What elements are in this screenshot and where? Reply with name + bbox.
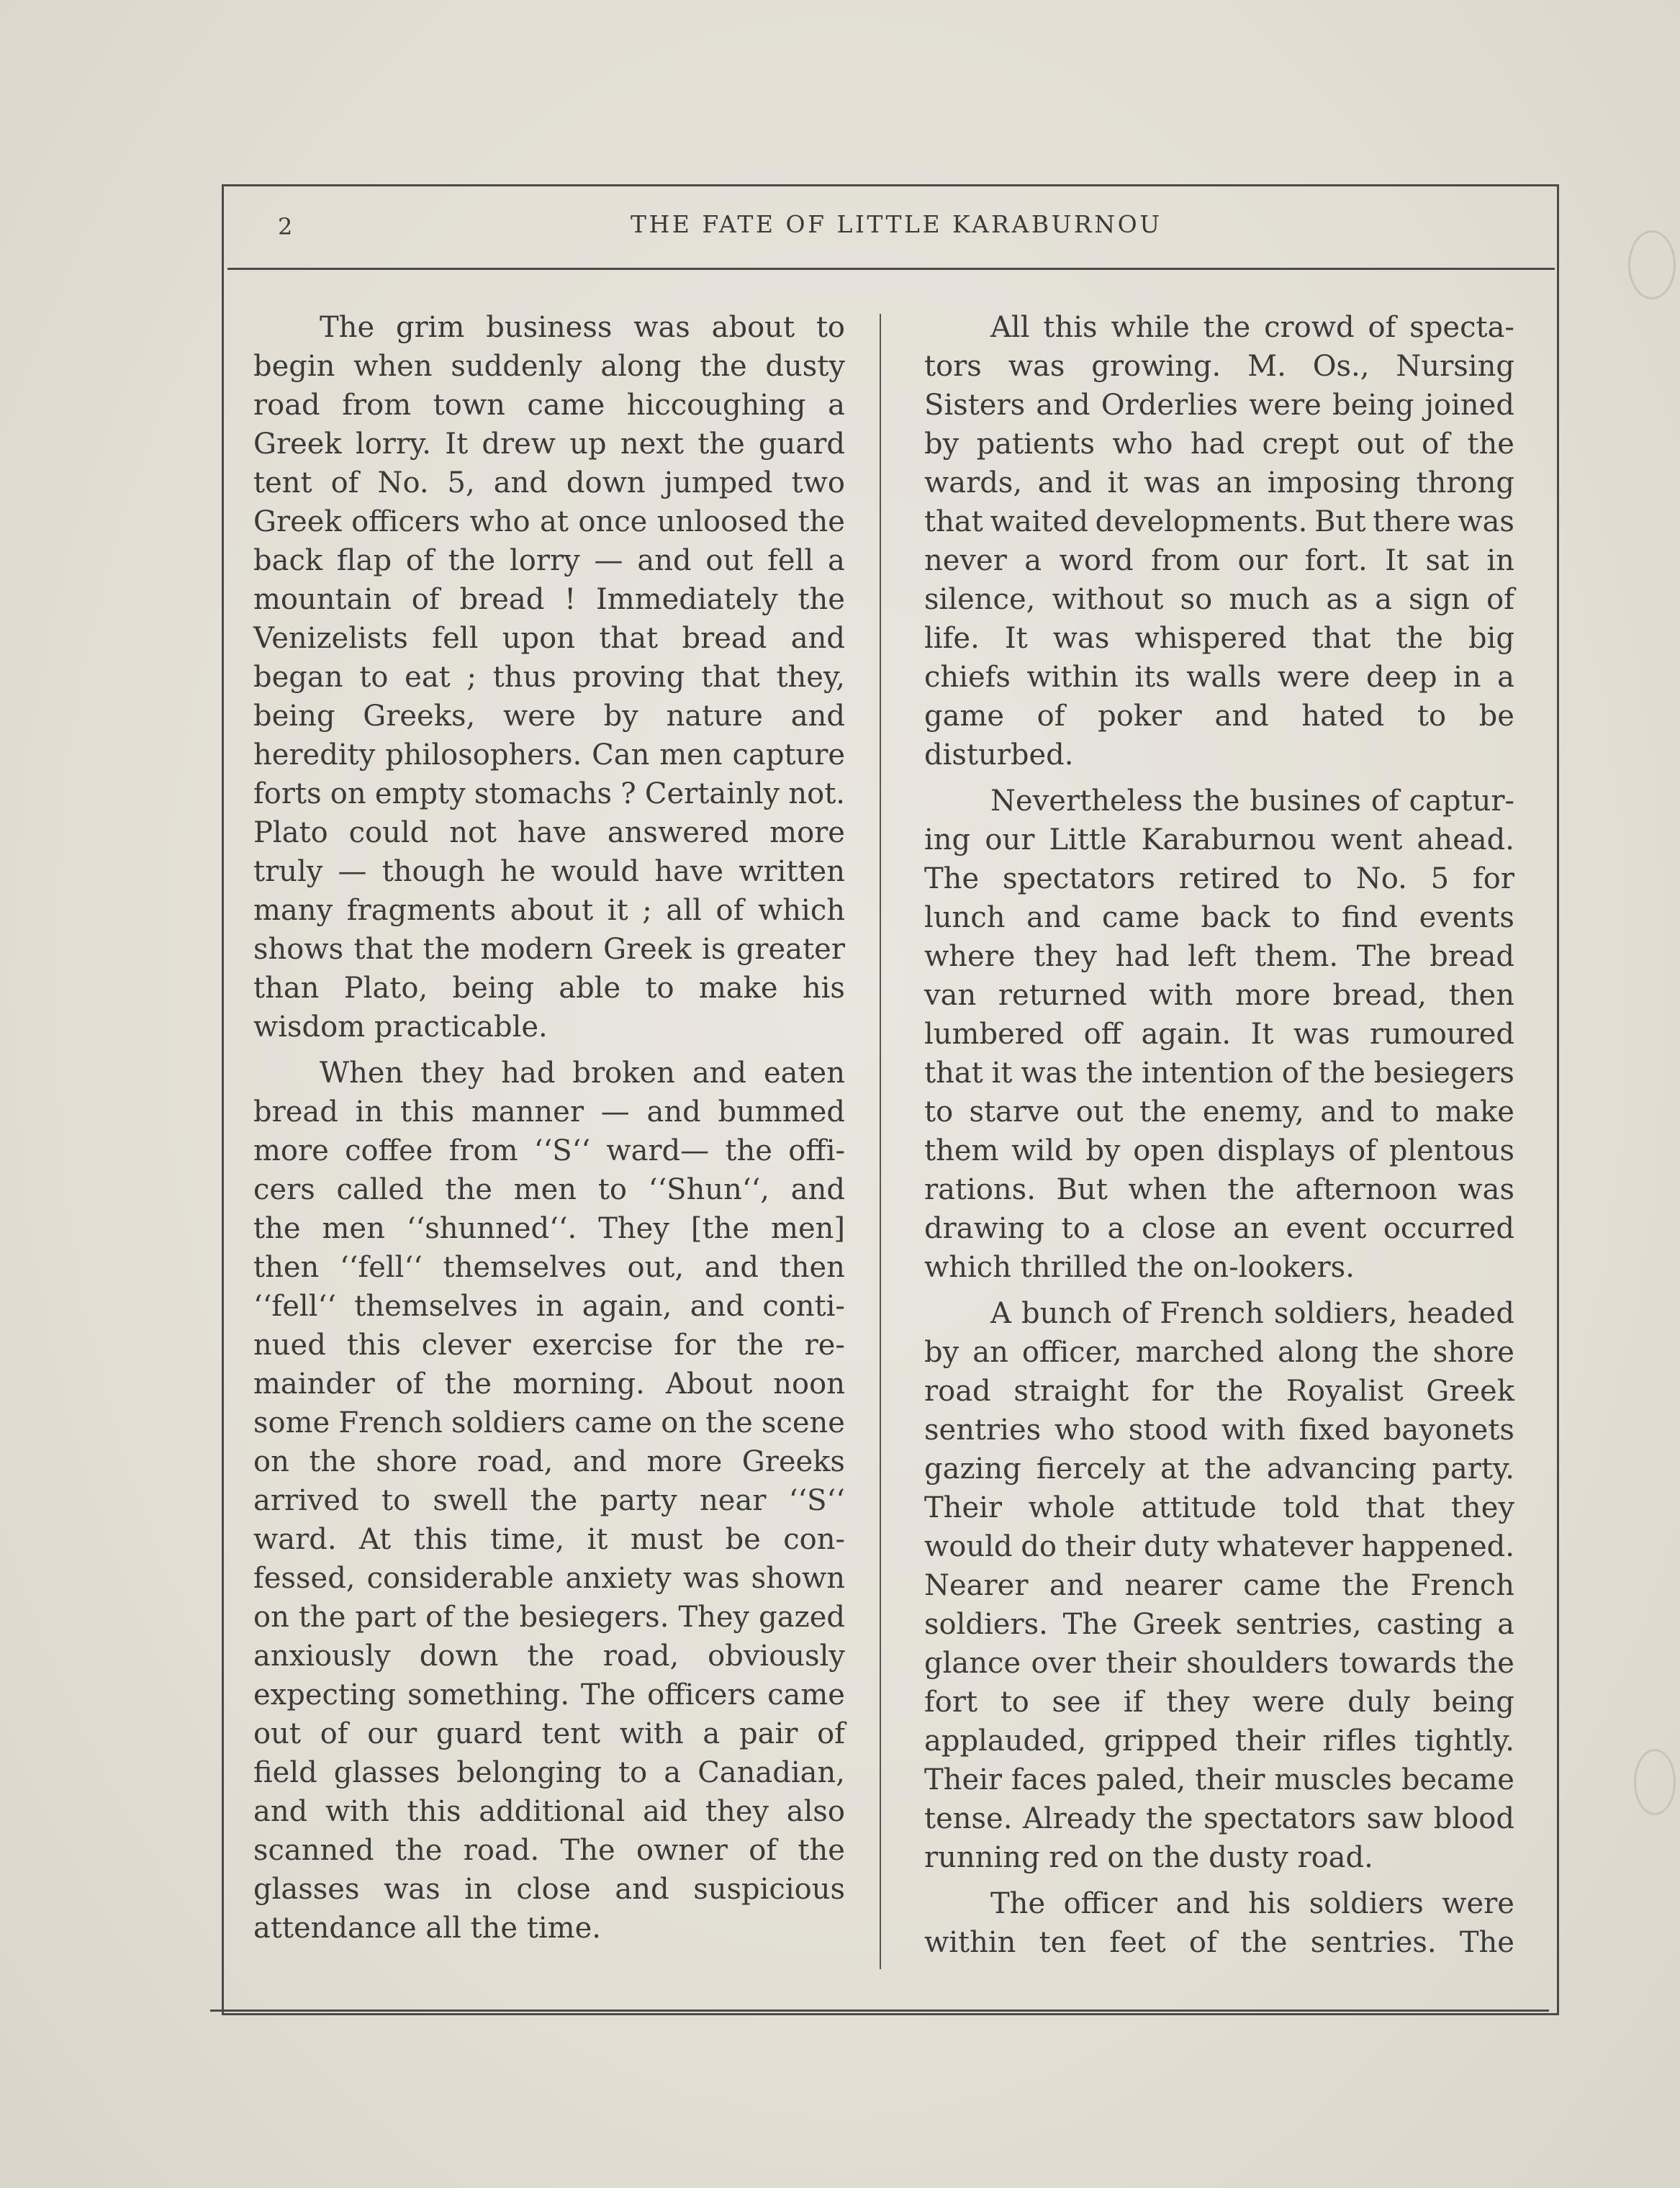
text-line: silence, without so much as a sign of (924, 583, 1514, 616)
paragraph (253, 308, 845, 1046)
text-line: forts on empty stomachs ? Certainly not. (253, 777, 845, 810)
text-line: Their whole attitude told that they (924, 1491, 1514, 1524)
text-line: than Plato, being able to make his (253, 972, 845, 1005)
paragraph (924, 1884, 1514, 1962)
text-line: wards, and it was an imposing throng (924, 466, 1514, 499)
text-line: and with this additional aid they also (253, 1795, 845, 1828)
text-line: by patients who had crept out of the (924, 428, 1514, 461)
text-line: truly — though he would have written (253, 855, 845, 888)
text-line: lumbered off again. It was rumoured (924, 1018, 1514, 1051)
text-line: begin when suddenly along the dusty (253, 350, 845, 383)
text-line: which thrilled the on-lookers. (924, 1251, 1355, 1284)
running-head: THE FATE OF LITTLE KARABURNOU (631, 210, 1162, 238)
text-line: more coffee from ‘‘S‘‘ ward— the offi- (253, 1134, 845, 1167)
paragraph-gap (253, 1046, 845, 1054)
text-line: nued this clever exercise for the re- (253, 1329, 845, 1362)
text-line: on the shore road, and more Greeks (253, 1445, 845, 1478)
text-line: arrived to swell the party near ‘‘S‘‘ (253, 1484, 845, 1517)
text-line: out of our guard tent with a pair of (253, 1717, 845, 1750)
text-line: running red on the dusty road. (924, 1841, 1373, 1874)
text-line: applauded, gripped their rifles tightly. (924, 1724, 1514, 1758)
text-line: All this while the crowd of specta- (990, 311, 1514, 344)
text-line: attendance all the time. (253, 1912, 601, 1945)
text-line: by an officer, marched along the shore (924, 1336, 1514, 1369)
text-line: van returned with more bread, then (924, 979, 1514, 1012)
paragraph (924, 308, 1514, 774)
punch-hole-mark (1628, 230, 1676, 299)
text-line: that waited developments. But there was (924, 505, 1514, 538)
page-number: 2 (278, 213, 294, 240)
text-line: scanned the road. The owner of the (253, 1834, 845, 1867)
text-line: heredity philosophers. Can men capture (253, 738, 845, 772)
text-line: expecting something. The officers came (253, 1678, 845, 1712)
text-line: would do their duty whatever happened. (924, 1530, 1514, 1563)
text-line: some French soldiers came on the scene (253, 1406, 845, 1439)
text-line: began to eat ; thus proving that they, (253, 661, 845, 694)
text-line: Greek officers who at once unloosed the (253, 505, 845, 538)
text-line: tent of No. 5, and down jumped two (253, 466, 845, 499)
text-line: many fragments about it ; all of which (253, 894, 845, 927)
text-line: Nearer and nearer came the French (924, 1569, 1514, 1602)
text-line: The spectators retired to No. 5 for (924, 862, 1514, 895)
right-column (924, 308, 1514, 1962)
text-line: Plato could not have answered more (253, 816, 845, 849)
text-line: Sisters and Orderlies were being joined (924, 389, 1514, 422)
text-line: drawing to a close an event occurred (924, 1212, 1514, 1245)
column-divider (880, 314, 881, 1969)
text-line: them wild by open displays of plentous (924, 1134, 1514, 1167)
text-line: Venizelists fell upon that bread and (253, 622, 845, 655)
text-line: game of poker and hated to be (924, 700, 1514, 733)
header-rule (227, 268, 1555, 270)
text-line: tors was growing. M. Os., Nursing (924, 350, 1514, 383)
text-line: then ‘‘fell‘‘ themselves out, and then (253, 1251, 845, 1284)
left-column (253, 308, 845, 1948)
text-line: cers called the men to ‘‘Shun‘‘, and (253, 1173, 845, 1206)
text-line: sentries who stood with fixed bayonets (924, 1414, 1514, 1447)
text-line: shows that the modern Greek is greater (253, 933, 845, 966)
text-line: gazing fiercely at the advancing party. (924, 1452, 1514, 1486)
text-line: soldiers. The Greek sentries, casting a (924, 1608, 1514, 1641)
text-line: ward. At this time, it must be con- (253, 1523, 845, 1556)
text-line: When they had broken and eaten (320, 1057, 845, 1090)
text-line: on the part of the besiegers. They gazed (253, 1601, 845, 1634)
text-line: back flap of the lorry — and out fell a (253, 544, 845, 577)
text-line: tense. Already the spectators saw blood (924, 1802, 1514, 1835)
text-line: The officer and his soldiers were (990, 1887, 1514, 1920)
text-line: rations. But when the afternoon was (924, 1173, 1514, 1206)
paragraph (253, 1054, 845, 1948)
text-line: wisdom practicable. (253, 1011, 548, 1044)
text-line: glasses was in close and suspicious (253, 1873, 845, 1906)
text-line: road straight for the Royalist Greek (924, 1375, 1514, 1408)
text-line: lunch and came back to find events (924, 901, 1514, 934)
text-line: fessed, considerable anxiety was shown (253, 1562, 845, 1595)
paragraph-gap (924, 1287, 1514, 1294)
punch-hole-mark (1634, 1749, 1676, 1815)
bottom-rule (210, 2010, 1549, 2012)
text-line: ‘‘fell‘‘ themselves in again, and conti- (253, 1290, 845, 1323)
paragraph (924, 782, 1514, 1287)
paragraph-gap (924, 774, 1514, 782)
paragraph-gap (924, 1877, 1514, 1884)
text-line: to starve out the enemy, and to make (924, 1095, 1514, 1129)
text-line: mountain of bread ! Immediately the (253, 583, 845, 616)
text-line: Greek lorry. It drew up next the guard (253, 428, 845, 461)
text-line: anxiously down the road, obviously (253, 1640, 845, 1673)
text-line: fort to see if they were duly being (924, 1686, 1514, 1719)
paragraph (924, 1294, 1514, 1877)
text-line: never a word from our fort. It sat in (924, 544, 1514, 577)
text-line: the men ‘‘shunned‘‘. They [the men] (253, 1212, 845, 1245)
text-line: within ten feet of the sentries. The (924, 1926, 1514, 1959)
text-line: glance over their shoulders towards the (924, 1647, 1514, 1680)
text-line: The grim business was about to (320, 311, 845, 344)
text-line: Nevertheless the busines of captur- (990, 785, 1514, 818)
text-line: bread in this manner — and bummed (253, 1095, 845, 1129)
text-line: field glasses belonging to a Canadian, (253, 1756, 845, 1789)
text-line: life. It was whispered that the big (924, 622, 1514, 655)
text-line: where they had left them. The bread (924, 940, 1514, 973)
text-line: that it was the intention of the besiegers (924, 1057, 1514, 1090)
text-line: chiefs within its walls were deep in a (924, 661, 1514, 694)
text-line: being Greeks, were by nature and (253, 700, 845, 733)
text-line: Their faces paled, their muscles became (924, 1763, 1514, 1796)
text-line: road from town came hiccoughing a (253, 389, 845, 422)
text-line: disturbed. (924, 738, 1074, 772)
text-line: mainder of the morning. About noon (253, 1368, 845, 1401)
text-line: A bunch of French soldiers, headed (990, 1297, 1514, 1330)
text-line: ing our Little Karaburnou went ahead. (924, 823, 1514, 856)
